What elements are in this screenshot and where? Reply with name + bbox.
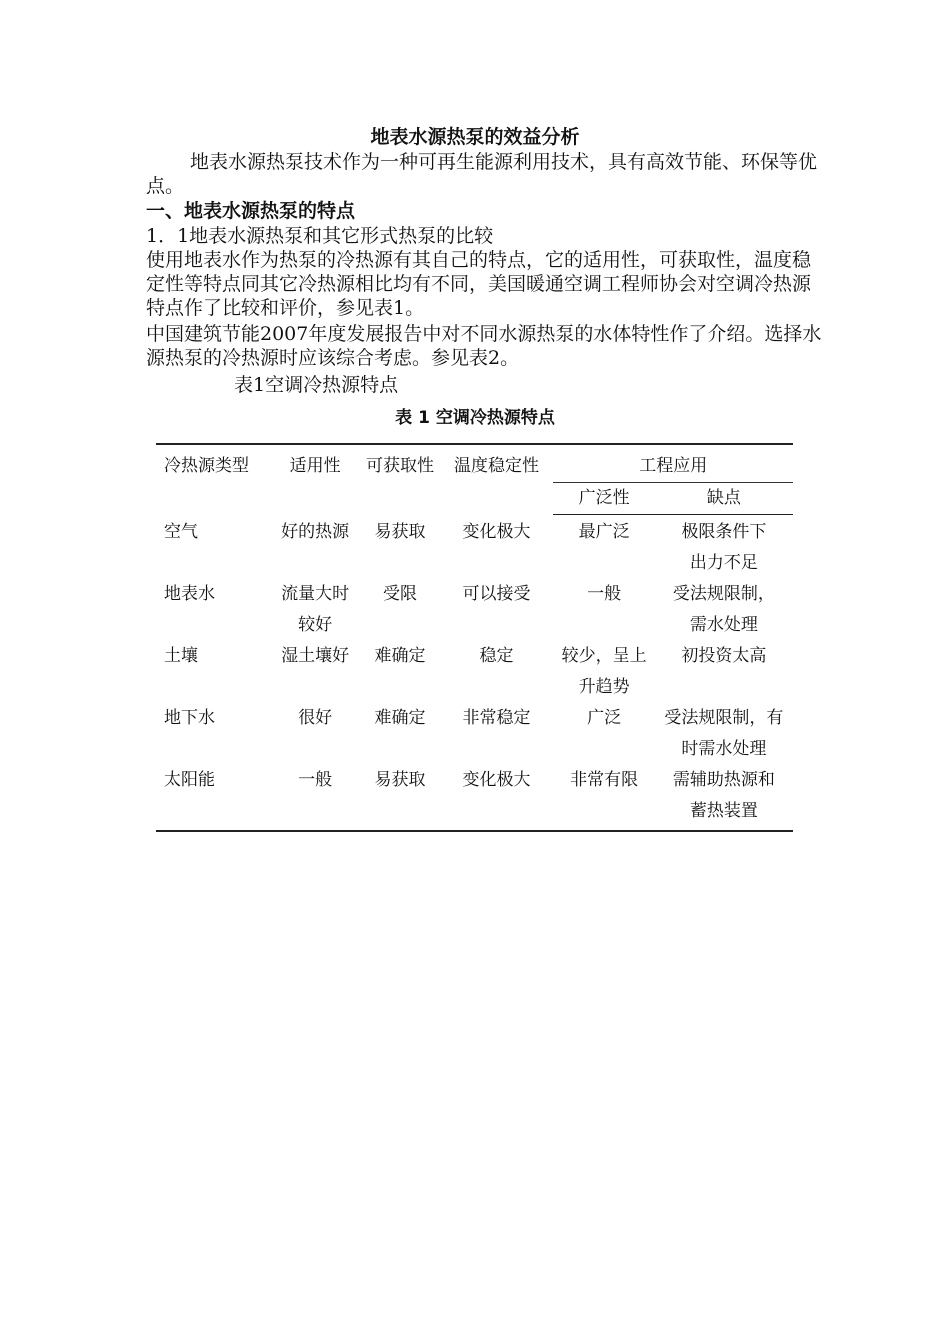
cell-text: 受法规限制，有 [664,708,784,728]
table-title: 表 1 空调冷热源特点 [395,408,555,428]
cell-stability [439,579,553,641]
cell-text: 蓄热装置 [689,801,758,821]
cell-text: 受法规限制， [672,584,775,604]
header-suitability: 适用性 [270,444,361,515]
cell-breadth [553,641,654,703]
cell-text: 很好 [298,708,333,728]
header-breadth: 广泛性 [553,483,654,515]
cell-breadth [553,515,654,580]
cell-stability [439,703,553,765]
cell-text: 地表水 [164,584,215,604]
cell-text: 可以接受 [462,584,531,604]
cell-text: 难确定 [374,646,426,666]
cell-text: 变化极大 [462,770,531,790]
cell-text: 极限条件下 [681,522,767,542]
table-row [156,703,793,765]
cell-type [156,765,270,831]
header-stability: 温度稳定性 [439,444,553,515]
cell-suitability [270,765,361,831]
cell-suitability [270,641,361,703]
cell-breadth [553,703,654,765]
cell-text: 非常稳定 [462,708,531,728]
heat-source-table [156,443,793,832]
cell-availability [361,703,440,765]
cell-breadth [553,765,654,831]
cell-text: 难确定 [374,708,426,728]
intro-paragraph: 地表水源热泵技术作为一种可再生能源利用技术，具有高效节能、环保等优点。 [146,151,818,197]
cell-drawback [655,515,793,580]
cell-drawback [655,703,793,765]
cell-text: 流量大时 [281,584,350,604]
document-title: 地表水源热泵的效益分析 [370,126,580,148]
cell-text: 太阳能 [164,770,215,790]
cell-text: 需水处理 [689,615,758,635]
cell-text: 易获取 [374,521,426,542]
cell-text: 易获取 [374,770,426,790]
cell-text: 较好 [298,615,333,635]
sub-heading: 1．1地表水源热泵和其它形式热泵的比较 [146,225,494,247]
cell-type [156,703,270,765]
cell-suitability [270,579,361,641]
cell-stability [439,515,553,580]
header-drawback: 缺点 [655,483,793,515]
cell-availability [361,765,440,831]
cell-type [156,579,270,641]
cell-text: 较少，呈上 [561,646,647,666]
cell-type [156,641,270,703]
cell-availability [361,641,440,703]
table-row [156,641,793,703]
cell-text: 广泛 [587,708,622,728]
cell-drawback [655,641,793,703]
table-row [156,579,793,641]
cell-text: 时需水处理 [681,739,767,759]
cell-text: 一般 [587,584,622,604]
table-caption-text: 表1空调冷热源特点 [234,374,399,396]
cell-drawback [655,765,793,831]
cell-text: 稳定 [479,646,514,666]
header-type: 冷热源类型 [156,444,270,515]
cell-text: 非常有限 [570,770,639,790]
cell-suitability [270,703,361,765]
cell-availability [361,579,440,641]
cell-availability [361,515,440,580]
table-row [156,515,793,580]
cell-text: 一般 [298,770,333,790]
table-body [156,515,793,832]
cell-text: 土壤 [164,646,198,666]
cell-stability [439,641,553,703]
section-heading: 一、地表水源热泵的特点 [146,200,356,222]
cell-suitability [270,515,361,580]
cell-text: 最广泛 [578,522,630,542]
header-engineering: 工程应用 [553,444,793,483]
cell-text: 受限 [383,584,418,604]
cell-text: 空气 [164,521,198,542]
cell-text: 好的热源 [281,521,350,542]
cell-text: 初投资太高 [681,646,767,666]
cell-text: 需辅助热源和 [672,770,775,790]
cell-text: 变化极大 [462,521,531,542]
cell-text: 出力不足 [689,553,758,573]
header-availability: 可获取性 [361,444,440,515]
paragraph-report: 中国建筑节能2007年度发展报告中对不同水源热泵的水体特性作了介绍。选择水源热泵的冷热源时应该综合考虑。参见表2。 [146,323,822,369]
cell-text: 湿土壤好 [281,646,350,666]
table-row [156,765,793,831]
cell-drawback [655,579,793,641]
cell-text: 地下水 [164,708,215,728]
cell-text: 升趋势 [578,677,630,697]
paragraph-comparison: 使用地表水作为热泵的冷热源有其自己的特点，它的适用性，可获取性，温度稳定性等特点同其它冷热源相比均有不同，美国暖通空调工程师协会对空调冷热源特点作了比较和评价，参见表1。 [146,249,812,319]
cell-type [156,515,270,580]
cell-stability [439,765,553,831]
cell-breadth [553,579,654,641]
